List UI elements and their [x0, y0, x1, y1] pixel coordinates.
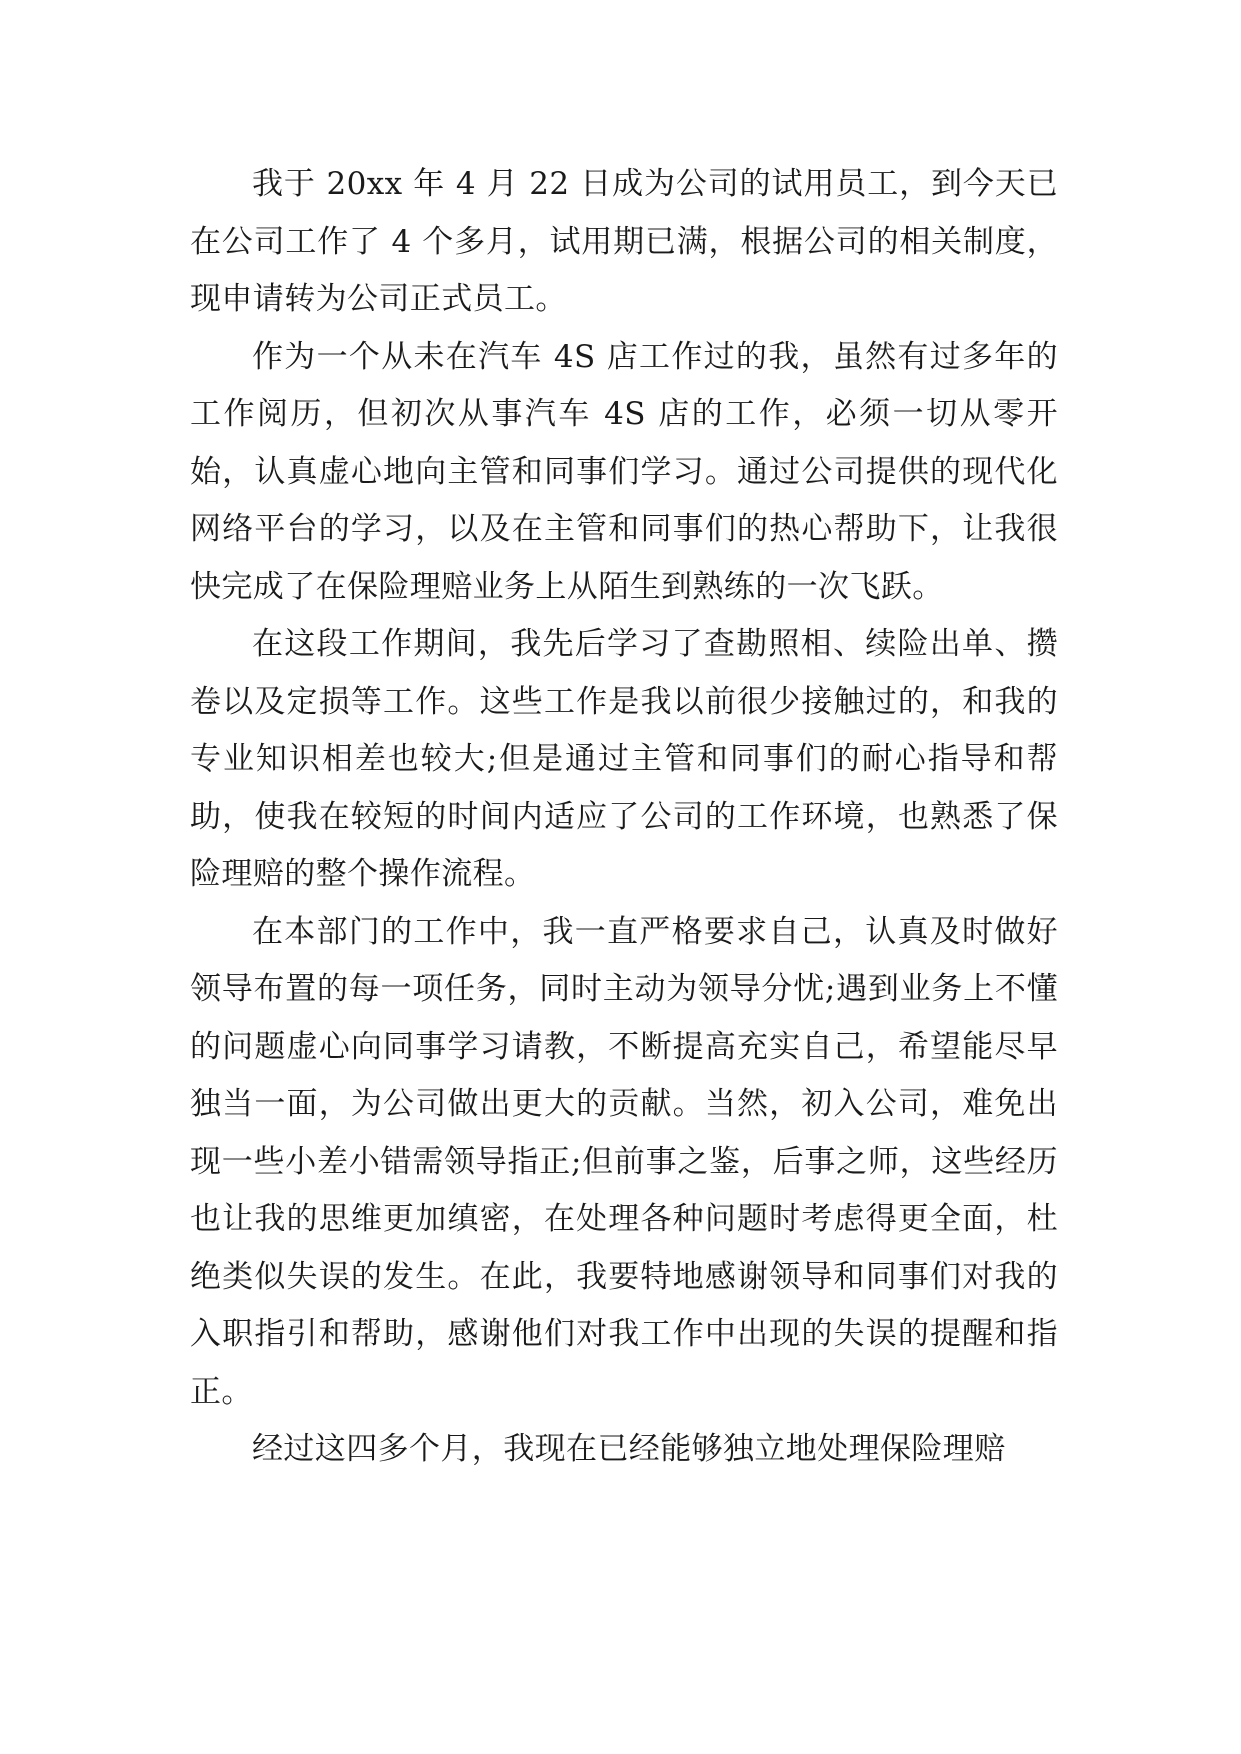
paragraph-learning-experience: 作为一个从未在汽车 4S 店工作过的我，虽然有过多年的工作阅历，但初次从事汽车 4S 店的工作，必须一切从零开始，认真虚心地向主管和同事们学习。通过公司提供的现代化网络平台的学习，以及在主管和同事们的热心帮助下，让我很快完成了在保险理赔业务上从陌生到熟练的一次飞跃。: [190, 338, 1058, 605]
document-body: [190, 156, 1058, 1479]
paragraph-work-tasks: 在这段工作期间，我先后学习了查勘照相、续险出单、攒卷以及定损等工作。这些工作是我以前很少接触过的，和我的专业知识相差也较大;但是通过主管和同事们的耐心指导和帮助，使我在较短的时间内适应了公司的工作环境，也熟悉了保险理赔的整个操作流程。: [190, 626, 1058, 892]
paragraph-current-ability: 经过这四多个月，我现在已经能够独立地处理保险理赔: [252, 1431, 1006, 1467]
paragraph-department-work: 在本部门的工作中，我一直严格要求自己，认真及时做好领导布置的每一项任务，同时主动为领导分忧;遇到业务上不懂的问题虚心向同事学习请教，不断提高充实自己，希望能尽早独当一面，为公司做出更大的贡献。当然，初入公司，难免出现一些小差小错需领导指正;但前事之鉴，后事之师，这些经历也让我的思维更加缜密，在处理各种问题时考虑得更全面，杜绝类似失误的发生。在此，我要特地感谢领导和同事们对我的入职指引和帮助，感谢他们对我工作中出现的失误的提醒和指正。: [190, 913, 1058, 1410]
paragraph-probation-intro: 我于 20xx 年 4 月 22 日成为公司的试用员工，到今天已在公司工作了 4 个多月，试用期已满，根据公司的相关制度，现申请转为公司正式员工。: [190, 166, 1058, 317]
